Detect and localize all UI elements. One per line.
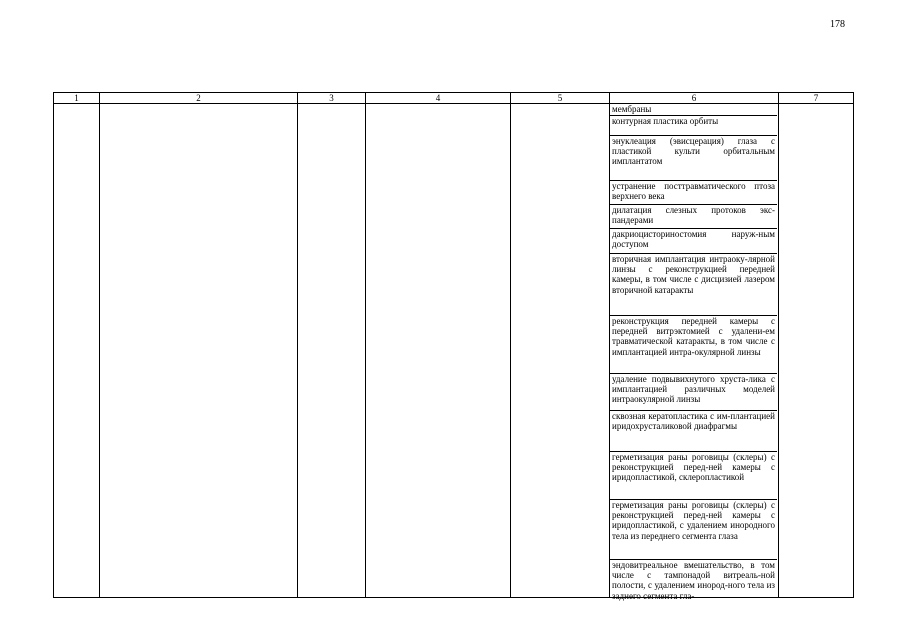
column-divider bbox=[53, 92, 54, 598]
column-header-2: 2 bbox=[196, 93, 201, 103]
procedure-cell: герметизация раны роговицы (склеры) с реконструкцией перед-ней камеры с иридопластикой, склеропластикой bbox=[610, 452, 777, 500]
column-divider bbox=[365, 92, 366, 598]
column-divider bbox=[778, 92, 779, 598]
procedure-cell: удаление подвывихнутого хруста-лика с имплантацией различных моделей интраокулярной линзы bbox=[610, 374, 777, 411]
procedure-cell: дилатация слезных протоков экс-пандерами bbox=[610, 205, 777, 229]
column-header-3: 3 bbox=[329, 93, 334, 103]
procedures-table bbox=[53, 92, 854, 601]
column-header-7: 7 bbox=[813, 93, 819, 103]
procedures-column bbox=[610, 104, 777, 601]
procedure-cell: энуклеация (эвисцерация) глаза с пластикой культи орбитальным имплантатом bbox=[610, 136, 777, 181]
procedure-cell: эндовитреальное вмешательство, в том числе с тампонадой витреаль-ной полости, с удалением инород-ного тела из заднего сегмента гла- bbox=[612, 560, 775, 601]
procedure-cell: реконструкция передней камеры с передней витрэктомией с удалени-ем травматической катаракты, в том числе с имплантацией интра-окулярной линзы bbox=[610, 316, 777, 374]
procedure-cell: сквозная кератопластика с им-плантацией иридохрусталиковой диафрагмы bbox=[610, 411, 777, 452]
column-header-5: 5 bbox=[557, 93, 563, 103]
procedure-cell: дакриоцисториностомия наруж-ным доступом bbox=[610, 229, 777, 254]
procedure-cell: герметизация раны роговицы (склеры) с реконструкцией перед-ней камеры с иридопластикой, с удалением инородного тела из переднего сегмента глаза bbox=[610, 500, 777, 560]
column-divider bbox=[510, 92, 511, 598]
column-header-4: 4 bbox=[435, 93, 441, 103]
column-header-6: 6 bbox=[691, 93, 697, 103]
column-header-1: 1 bbox=[74, 93, 79, 103]
column-divider bbox=[99, 92, 100, 598]
page-number: 178 bbox=[830, 19, 845, 30]
procedure-cell: устранение посттравматического птоза верхнего века bbox=[610, 181, 777, 205]
procedure-cell: контурная пластика орбиты bbox=[610, 116, 777, 136]
column-divider bbox=[853, 92, 854, 598]
procedure-cell: мембраны bbox=[610, 104, 777, 116]
procedure-cell: вторичная имплантация интраоку-лярной линзы с реконструкцией передней камеры, в том числе с дисцизией лазером вторичной катаракты bbox=[610, 254, 777, 316]
column-divider bbox=[297, 92, 298, 598]
